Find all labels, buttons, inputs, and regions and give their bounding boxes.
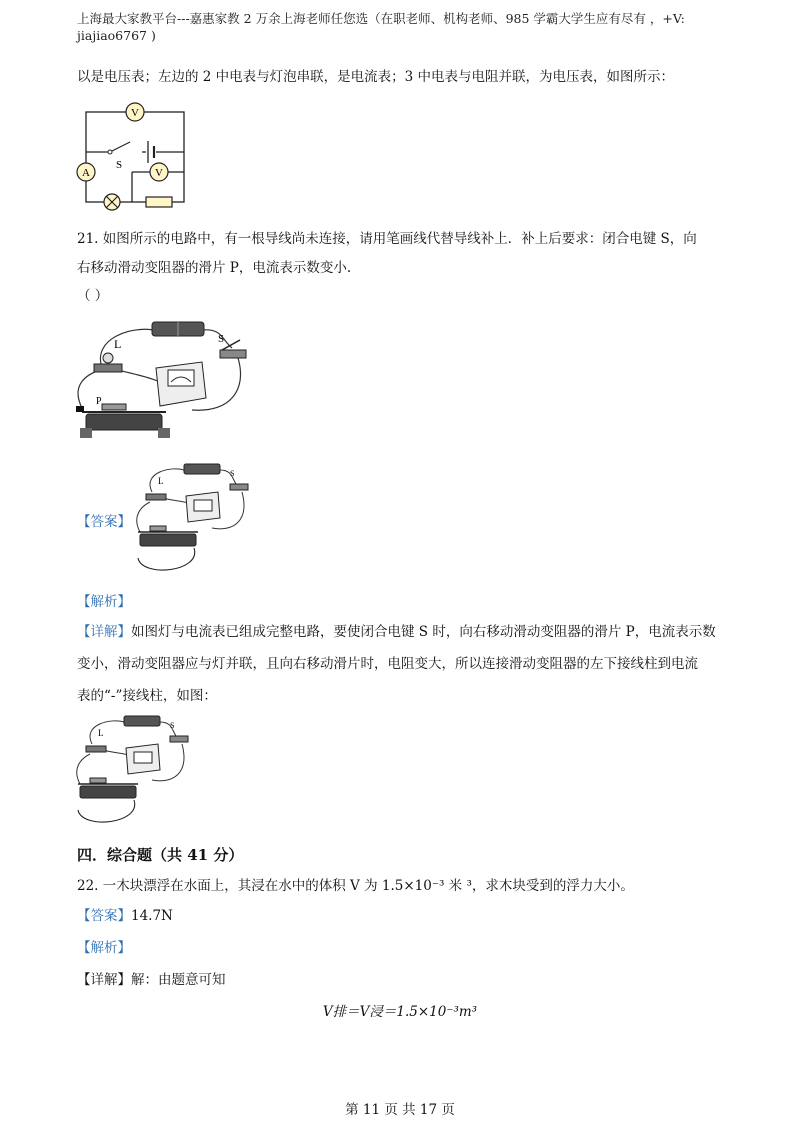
- section-4-heading: 四．综合题（共 41 分）: [77, 846, 244, 864]
- detail-circuit-figure: [72, 714, 197, 832]
- answer-switch-label: S: [230, 469, 235, 478]
- header-line-2: jiajiao6767 ): [77, 28, 156, 43]
- detail-lamp-label: L: [98, 728, 104, 738]
- q22-detail: [77, 970, 226, 990]
- answer-lamp-label: L: [158, 476, 164, 486]
- q21-answer-blank: （ ）: [77, 288, 109, 304]
- figure-lamp-label: L: [114, 337, 122, 351]
- figure-slider-label: P: [96, 396, 102, 407]
- q22-detail-tag: 【详解】: [77, 972, 131, 988]
- q21-circuit-figure: [72, 318, 252, 450]
- voltmeter-inner-label: V: [155, 167, 163, 179]
- voltmeter-top-label: V: [131, 107, 139, 119]
- top-paragraph: 以是电压表；左边的 2 中电表与灯泡串联，是电流表；3 中电表与电阻并联，为电压表，如图所示：: [77, 69, 675, 85]
- page-footer: 第 11 页 共 17 页: [345, 1102, 455, 1118]
- q22-detail-text: 解：由题意可知: [131, 972, 226, 988]
- q21-detail-line-3: 表的“-”接线柱，如图：: [77, 688, 217, 704]
- answer-label-q22: 【答案】: [77, 908, 131, 924]
- q21-detail-line-2: 变小，滑动变阻器应与灯并联，且向右移动滑片时，电阻变大，所以连接滑动变阻器的左下接线柱到电流: [77, 656, 698, 672]
- answer-circuit-figure: [132, 462, 257, 580]
- header-line-1: 上海最大家教平台---嘉惠家教 2 万余上海老师任您选（在职老师、机构老师、985 学霸大学生应有尽有 ，+V:: [77, 11, 685, 26]
- answer-label-q21: 【答案】: [77, 514, 131, 530]
- q22-answer: [77, 906, 173, 926]
- detail-text-1: 如图灯与电流表已组成完整电路，要使闭合电键 S 时，向右移动滑动变阻器的滑片 P，电流表示数: [131, 624, 716, 640]
- analysis-label-q22: 【解析】: [77, 940, 131, 956]
- detail-switch-label: S: [170, 721, 175, 730]
- q22-line-1: 22. 一木块漂浮在水面上，其浸在水中的体积 V 为 1.5×10⁻³ 米 ³，求木块受到的浮力大小。: [77, 878, 634, 894]
- page-header: [77, 10, 727, 44]
- detail-tag: 【详解】: [77, 624, 131, 640]
- switch-label: S: [116, 159, 123, 171]
- q21-line-2: 右移动滑动变阻器的滑片 P，电流表示数变小.: [77, 260, 352, 276]
- analysis-label-q21: 【解析】: [77, 594, 131, 610]
- q22-formula: V排＝V浸＝1.5×10⁻³m³: [322, 1004, 478, 1020]
- q21-line-1: 21. 如图所示的电路中，有一根导线尚未连接，请用笔画线代替导线补上．补上后要求：闭合电键 S，向: [77, 231, 697, 247]
- figure-switch-label: S: [218, 333, 225, 345]
- circuit-diagram-1: [70, 96, 200, 214]
- q21-detail-line-1: [77, 622, 716, 642]
- q22-answer-value: 14.7N: [131, 908, 173, 924]
- ammeter-label: A: [82, 167, 90, 179]
